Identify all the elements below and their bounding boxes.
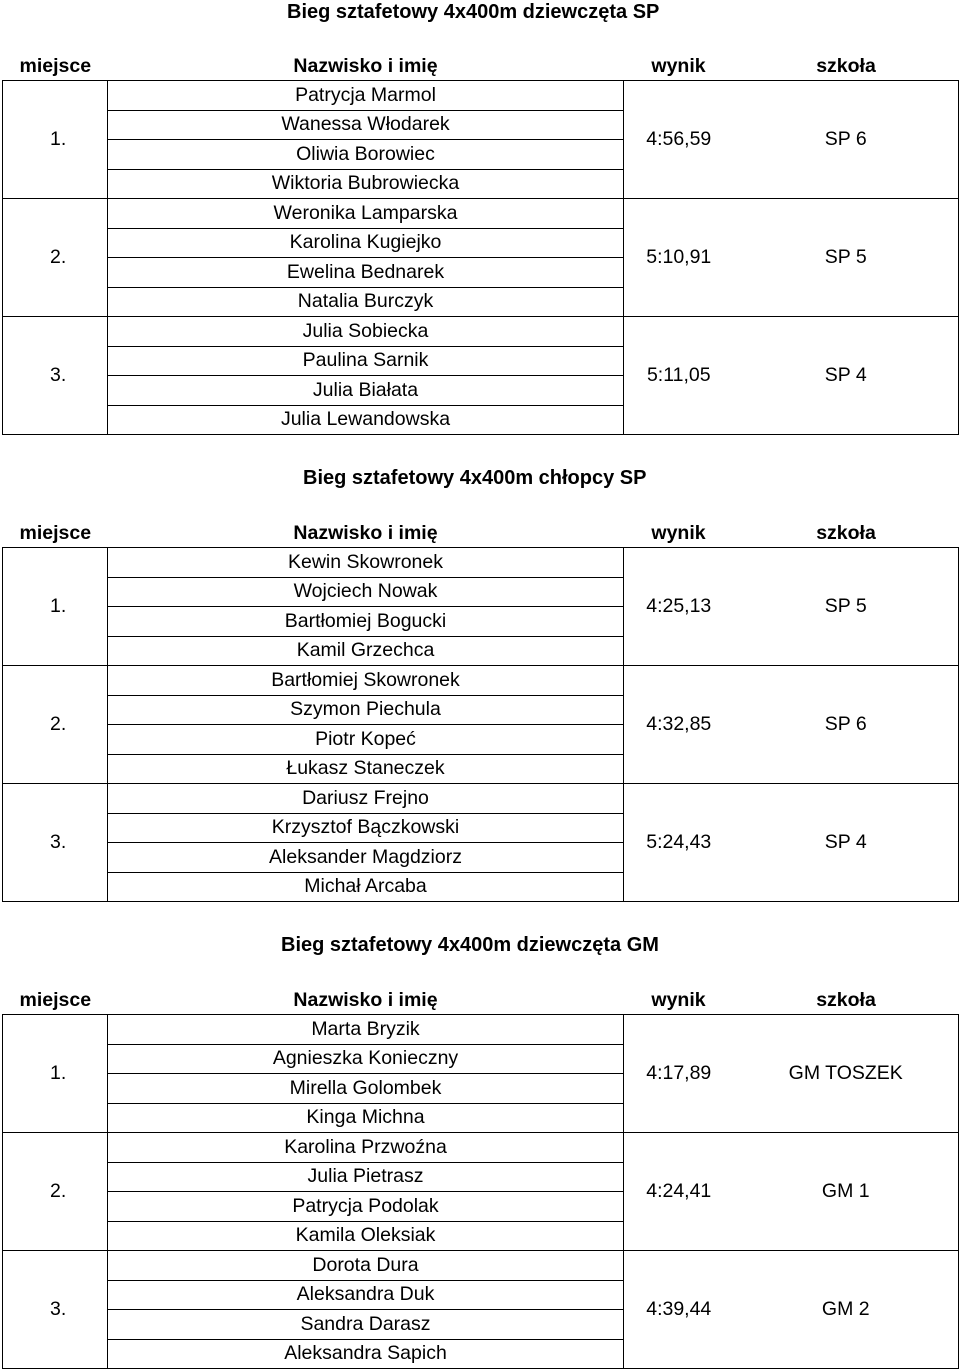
table-row [3, 666, 959, 696]
result-cell: 4:32,85 [624, 666, 734, 784]
school-cell: SP 5 [734, 548, 959, 666]
member-name: Natalia Burczyk [108, 287, 624, 317]
section-title: Bieg sztafetowy 4x400m chłopcy SP [303, 467, 647, 489]
header-school: szkoła [734, 986, 959, 1015]
header-result: wynik [624, 519, 734, 548]
school-cell: GM TOSZEK [734, 1015, 959, 1133]
table-row [3, 1133, 959, 1163]
header-school: szkoła [734, 52, 959, 81]
result-cell: 5:10,91 [624, 199, 734, 317]
school-cell: GM 1 [734, 1133, 959, 1251]
member-name: Karolina Przwoźna [108, 1133, 624, 1163]
place-cell: 1. [3, 548, 108, 666]
table-row [3, 1015, 959, 1045]
member-name: Aleksandra Duk [108, 1280, 624, 1310]
member-name: Wojciech Nowak [108, 577, 624, 607]
result-cell: 5:24,43 [624, 784, 734, 902]
member-name: Kamil Grzechca [108, 636, 624, 666]
header-name: Nazwisko i imię [108, 519, 624, 548]
section-title: Bieg sztafetowy 4x400m dziewczęta SP [287, 1, 660, 23]
header-name: Nazwisko i imię [108, 986, 624, 1015]
member-name: Aleksandra Sapich [108, 1339, 624, 1369]
member-name: Kamila Oleksiak [108, 1221, 624, 1251]
result-cell: 4:24,41 [624, 1133, 734, 1251]
results-table [2, 986, 959, 1369]
school-cell: SP 4 [734, 317, 959, 435]
place-cell: 2. [3, 1133, 108, 1251]
header-school: szkoła [734, 519, 959, 548]
place-cell: 2. [3, 199, 108, 317]
results-table [2, 519, 959, 902]
table-header-row [3, 52, 959, 81]
member-name: Patrycja Marmol [108, 81, 624, 111]
result-cell: 4:17,89 [624, 1015, 734, 1133]
header-name: Nazwisko i imię [108, 52, 624, 81]
member-name: Kinga Michna [108, 1103, 624, 1133]
school-cell: SP 5 [734, 199, 959, 317]
table-row [3, 1251, 959, 1281]
school-cell: SP 4 [734, 784, 959, 902]
result-cell: 4:56,59 [624, 81, 734, 199]
member-name: Łukasz Staneczek [108, 754, 624, 784]
place-cell: 1. [3, 1015, 108, 1133]
table-row [3, 784, 959, 814]
result-cell: 4:39,44 [624, 1251, 734, 1369]
table-header-row [3, 986, 959, 1015]
member-name: Wanessa Włodarek [108, 110, 624, 140]
result-cell: 5:11,05 [624, 317, 734, 435]
member-name: Julia Sobiecka [108, 317, 624, 347]
member-name: Julia Pietrasz [108, 1162, 624, 1192]
table-row [3, 317, 959, 347]
member-name: Karolina Kugiejko [108, 228, 624, 258]
place-cell: 3. [3, 784, 108, 902]
member-name: Oliwia Borowiec [108, 140, 624, 170]
header-result: wynik [624, 986, 734, 1015]
member-name: Julia Białata [108, 376, 624, 406]
place-cell: 3. [3, 1251, 108, 1369]
member-name: Patrycja Podolak [108, 1192, 624, 1222]
member-name: Piotr Kopeć [108, 725, 624, 755]
table-row [3, 199, 959, 229]
member-name: Szymon Piechula [108, 695, 624, 725]
header-place: miejsce [3, 52, 108, 81]
header-place: miejsce [3, 519, 108, 548]
table-row [3, 548, 959, 578]
place-cell: 1. [3, 81, 108, 199]
section-title: Bieg sztafetowy 4x400m dziewczęta GM [281, 934, 659, 956]
member-name: Michał Arcaba [108, 872, 624, 902]
header-place: miejsce [3, 986, 108, 1015]
table-row [3, 81, 959, 111]
school-cell: GM 2 [734, 1251, 959, 1369]
member-name: Agnieszka Konieczny [108, 1044, 624, 1074]
member-name: Marta Bryzik [108, 1015, 624, 1045]
school-cell: SP 6 [734, 666, 959, 784]
place-cell: 3. [3, 317, 108, 435]
member-name: Wiktoria Bubrowiecka [108, 169, 624, 199]
member-name: Sandra Darasz [108, 1310, 624, 1340]
member-name: Dorota Dura [108, 1251, 624, 1281]
member-name: Krzysztof Bączkowski [108, 813, 624, 843]
member-name: Mirella Golombek [108, 1074, 624, 1104]
member-name: Ewelina Bednarek [108, 258, 624, 288]
place-cell: 2. [3, 666, 108, 784]
school-cell: SP 6 [734, 81, 959, 199]
member-name: Paulina Sarnik [108, 346, 624, 376]
member-name: Dariusz Frejno [108, 784, 624, 814]
result-cell: 4:25,13 [624, 548, 734, 666]
member-name: Bartłomiej Skowronek [108, 666, 624, 696]
table-header-row [3, 519, 959, 548]
member-name: Julia Lewandowska [108, 405, 624, 435]
member-name: Weronika Lamparska [108, 199, 624, 229]
member-name: Kewin Skowronek [108, 548, 624, 578]
header-result: wynik [624, 52, 734, 81]
results-table [2, 52, 959, 435]
member-name: Aleksander Magdziorz [108, 843, 624, 873]
member-name: Bartłomiej Bogucki [108, 607, 624, 637]
